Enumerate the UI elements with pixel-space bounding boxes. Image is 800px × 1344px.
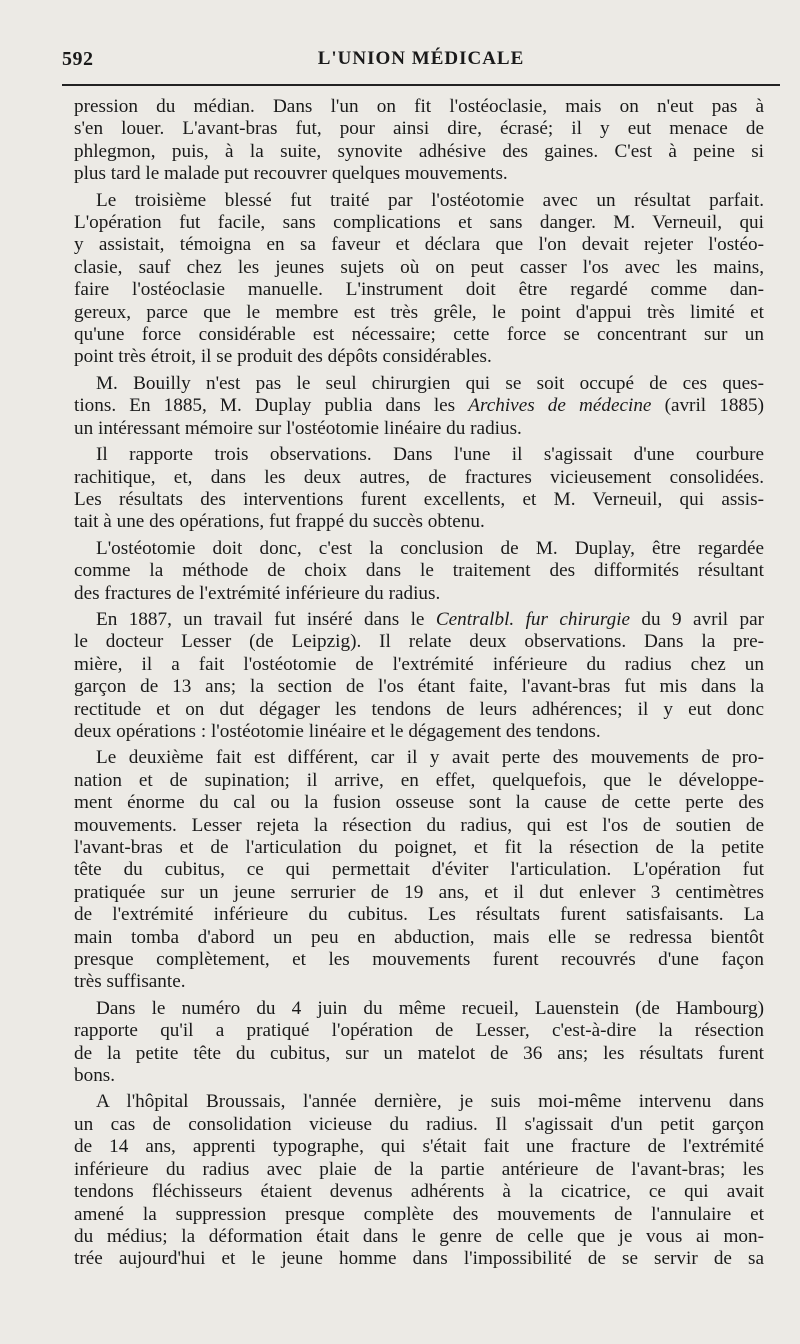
text-line: plus tard le malade put recouvrer quelques mouvements. (74, 163, 508, 185)
text-line: L'opération fut facile, sans complications et sans danger. M. Verneuil, qui (74, 212, 764, 234)
text-line: mière, il a fait l'ostéotomie de l'extrémité inférieure du radius chez un (74, 653, 764, 675)
text-line: nation et de supination; il arrive, en effet, quelquefois, que le développe- (74, 769, 764, 791)
text-line: rapporte qu'il a pratiqué l'opération de Lesser, c'est-à-dire la résection (74, 1020, 764, 1042)
running-head: L'UNION MÉDICALE (317, 48, 525, 69)
text-line: Les résultats des interventions furent excellents, et M. Verneuil, qui assis- (74, 488, 764, 510)
text-line: s'en louer. L'avant-bras fut, pour ainsi dire, écrasé; il y eut menace de (74, 118, 764, 140)
text-line: qu'une force considérable est nécessaire; cette force se concentrant sur un (74, 324, 764, 346)
text-line: tait à une des opérations, fut frappé du succès obtenu. (74, 511, 485, 533)
text-line: un intéressant mémoire sur l'ostéotomie linéaire du radius. (74, 417, 522, 439)
text-line: de la petite tête du cubitus, sur un matelot de 36 ans; les résultats furent (74, 1042, 764, 1064)
text-line: le docteur Lesser (de Leipzig). Il relate deux observations. Dans la pre- (74, 631, 764, 653)
text-segment: (avril 1885) (651, 395, 764, 417)
text-segment: tions. En 1885, M. Duplay publia dans les (74, 395, 469, 417)
text-segment: du 9 avril par (630, 608, 764, 630)
text-line: du médius; la déformation était dans le genre de celle que je vous ai mon- (74, 1225, 764, 1247)
text-line: clasie, sauf chez les jeunes sujets où on peut casser l'os avec les mains, (74, 256, 764, 278)
page-number: 592 (62, 48, 94, 70)
text-line: faire l'ostéoclasie manuelle. L'instrument doit être regardé comme dan- (74, 279, 764, 301)
text-line: amené la suppression presque complète des mouvements de l'annulaire et (74, 1203, 764, 1225)
text-line: L'ostéotomie doit donc, c'est la conclusion de M. Duplay, être regardée (96, 537, 764, 559)
text-line: phlegmon, puis, à la suite, synovite adhésive des gaines. C'est à peine si (74, 140, 764, 162)
text-line: Dans le numéro du 4 juin du même recueil, Lauenstein (de Hambourg) (96, 997, 764, 1019)
text-line-mixed (74, 395, 764, 417)
text-line: un cas de consolidation vicieuse du radius. Il s'agissait d'un petit garçon (74, 1113, 764, 1135)
text-line: Le deuxième fait est différent, car il y avait perte des mouvements de pro- (96, 747, 764, 769)
text-line: presque complètement, et les mouvements furent recouvrés d'une façon (74, 949, 764, 971)
text-line: ment énorme du cal ou la fusion osseuse sont la cause de cette perte des (74, 792, 764, 814)
header-rule (62, 84, 780, 86)
text-line: très suffisante. (74, 971, 186, 993)
paragraph (74, 373, 764, 440)
paragraph (74, 998, 764, 1088)
text-line: de 14 ans, apprenti typographe, qui s'était fait une fracture de l'extrémité (74, 1136, 764, 1158)
text-line-mixed (74, 609, 764, 631)
text-line: de l'extrémité inférieure du cubitus. Les résultats furent satisfaisants. La (74, 904, 764, 926)
text-line: Le troisième blessé fut traité par l'ostéotomie avec un résultat parfait. (96, 189, 764, 211)
text-line: garçon de 13 ans; la section de l'os étant faite, l'avant-bras fut mis dans la (74, 676, 764, 698)
paragraph (74, 747, 764, 993)
text-line: A l'hôpital Broussais, l'année dernière, je suis moi-même intervenu dans (96, 1091, 764, 1113)
text-line: main tomba d'abord un peu en abduction, mais elle se redressa bientôt (74, 926, 764, 948)
journal-title: Centralbl. fur chirurgie (435, 608, 631, 630)
journal-title: Archives de médecine (468, 395, 652, 417)
text-line: rachitique, et, dans les deux autres, de fractures vicieusement consolidées. (74, 466, 764, 488)
text-line: bons. (74, 1065, 116, 1087)
text-line: tête du cubitus, ce qui permettait d'éviter l'articulation. L'opération fut (74, 859, 764, 881)
text-line: trée aujourd'hui et le jeune homme dans l'impossibilité de se servir de sa (74, 1248, 764, 1270)
text-segment: En 1887, un travail fut inséré dans le (96, 608, 436, 630)
text-line: l'avant-bras et de l'articulation du poignet, et fit la résection de la petite (74, 837, 764, 858)
text-line: pratiquée sur un jeune serrurier de 19 ans, et il dut enlever 3 centimètres (74, 881, 764, 903)
text-line: M. Bouilly n'est pas le seul chirurgien qui se soit occupé de ces ques- (96, 372, 764, 394)
page-header (62, 48, 780, 78)
paragraph (74, 609, 764, 743)
text-line: deux opérations : l'ostéotomie linéaire et le dégagement des tendons. (74, 720, 601, 742)
text-line: point très étroit, il se produit des dépôts considérables. (74, 346, 492, 368)
text-line: tendons fléchisseurs étaient devenus adhérents à la cicatrice, ce qui avait (74, 1181, 764, 1203)
text-line: inférieure du radius avec plaie de la partie antérieure de l'avant-bras; les (74, 1158, 764, 1180)
paragraph (74, 96, 764, 186)
text-line: gereux, parce que le membre est très grêle, le point d'appui très limité et (74, 301, 764, 323)
text-line: mouvements. Lesser rejeta la résection du radius, qui est l'os de soutien de (74, 814, 764, 836)
text-line: des fractures de l'extrémité inférieure du radius. (74, 582, 441, 604)
text-line: y assistait, témoigna en sa faveur et déclara que l'on devait rejeter l'ostéo- (74, 234, 764, 256)
text-line: pression du médian. Dans l'un on fit l'ostéoclasie, mais on n'eut pas à (74, 96, 764, 117)
paragraph (74, 444, 764, 534)
text-line: rectitude et on dut dégager les tendons de leurs adhérences; il y eut donc (74, 698, 764, 720)
paragraph (74, 538, 764, 605)
text-line: comme la méthode de choix dans le traitement des difformités résultant (74, 560, 764, 582)
body-text (74, 96, 764, 1271)
paragraph (74, 1091, 764, 1270)
paragraph (74, 190, 764, 369)
text-line: Il rapporte trois observations. Dans l'une il s'agissait d'une courbure (96, 444, 764, 466)
